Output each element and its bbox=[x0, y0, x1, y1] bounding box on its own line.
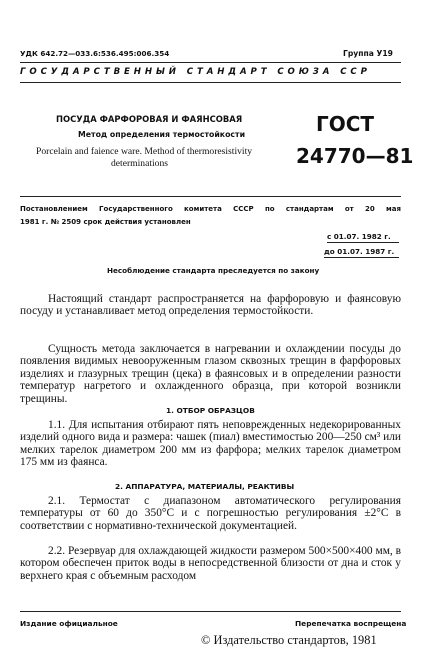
date-from-underline bbox=[327, 242, 399, 243]
section-1-paragraph-1: 1.1. Для испытания отбирают пять неповрежденных недекорированных изделий одного вида и размера: чашек (пиал) вместимостью 200—250 см³ или мелких тарелок диаметром 200 мм из фарфора; мелких тарелок диаметром 175 мм из фаянса. bbox=[20, 419, 401, 469]
header-rule-top bbox=[20, 62, 401, 63]
footer-rule bbox=[20, 611, 401, 612]
date-from: с 01.07. 1982 г. bbox=[327, 232, 391, 241]
state-standard-banner: ГОСУДАРСТВЕННЫЙ СТАНДАРТ СОЮЗА ССР bbox=[20, 67, 371, 77]
title-ru: ПОСУДА ФАРФОРОВАЯ И ФАЯНСОВАЯ bbox=[56, 114, 243, 124]
title-en-line1: Porcelain and faience ware. Method of thermoresistivity bbox=[36, 146, 253, 157]
title-en-line2: determinations bbox=[111, 158, 169, 169]
section-2-heading: 2. АППАРАТУРА, МАТЕРИАЛЫ, РЕАКТИВЫ bbox=[115, 482, 295, 491]
intro-paragraph-1: Настоящий стандарт распространяется на фарфоровую и фаянсовую посуду и устанавливает метод определения термостойкости. bbox=[20, 293, 401, 318]
title-rule bbox=[20, 196, 401, 197]
udk-code: УДК 642.72—033.6:536.495:006.354 bbox=[20, 49, 170, 58]
header-rule-bottom bbox=[20, 82, 401, 83]
reprint-prohibited: Перепечатка воспрещена bbox=[295, 619, 407, 628]
date-to: до 01.07. 1987 г. bbox=[324, 247, 395, 256]
copyright: © Издательство стандартов, 1981 bbox=[201, 633, 377, 647]
group-code: Группа У19 bbox=[343, 49, 393, 58]
gost-label: ГОСТ bbox=[316, 112, 375, 136]
section-2-paragraph-1: 2.1. Термостат с диапазоном автоматического регулирования температуры от 60 до 350°С и с погрешностью регулирования ±2°С в соответствии с нормативно-технической документацией. bbox=[20, 495, 401, 532]
subtitle-ru: Метод определения термостойкости bbox=[78, 130, 246, 139]
intro-paragraph-2: Сущность метода заключается в нагревании и охлаждении посуды до появления видимых невооруженным глазом сквозных трещин в фарфоровых изделиях и глазурных трещин (цека) в фаянсовых и в определении разности температур нагретого и охлажденного образца, при которой возникли трещины. bbox=[20, 343, 401, 405]
decree-line2: 1981 г. № 2509 срок действия установлен bbox=[20, 218, 191, 226]
decree-line1: Постановлением Государственного комитета СССР по стандартам от 20 мая bbox=[20, 205, 401, 213]
gost-number: 24770—81 bbox=[296, 144, 414, 168]
section-1-heading: 1. ОТБОР ОБРАЗЦОВ bbox=[166, 406, 255, 415]
date-to-underline bbox=[324, 257, 399, 258]
section-2-paragraph-2: 2.2. Резервуар для охлаждающей жидкости размером 500×500×400 мм, в котором обеспечен приток воды в непосредственной близости от дна и сток у верхнего края с объемным расходом bbox=[20, 545, 401, 582]
official-edition: Издание официальное bbox=[20, 619, 118, 628]
law-notice: Несоблюдение стандарта преследуется по закону bbox=[107, 266, 320, 275]
